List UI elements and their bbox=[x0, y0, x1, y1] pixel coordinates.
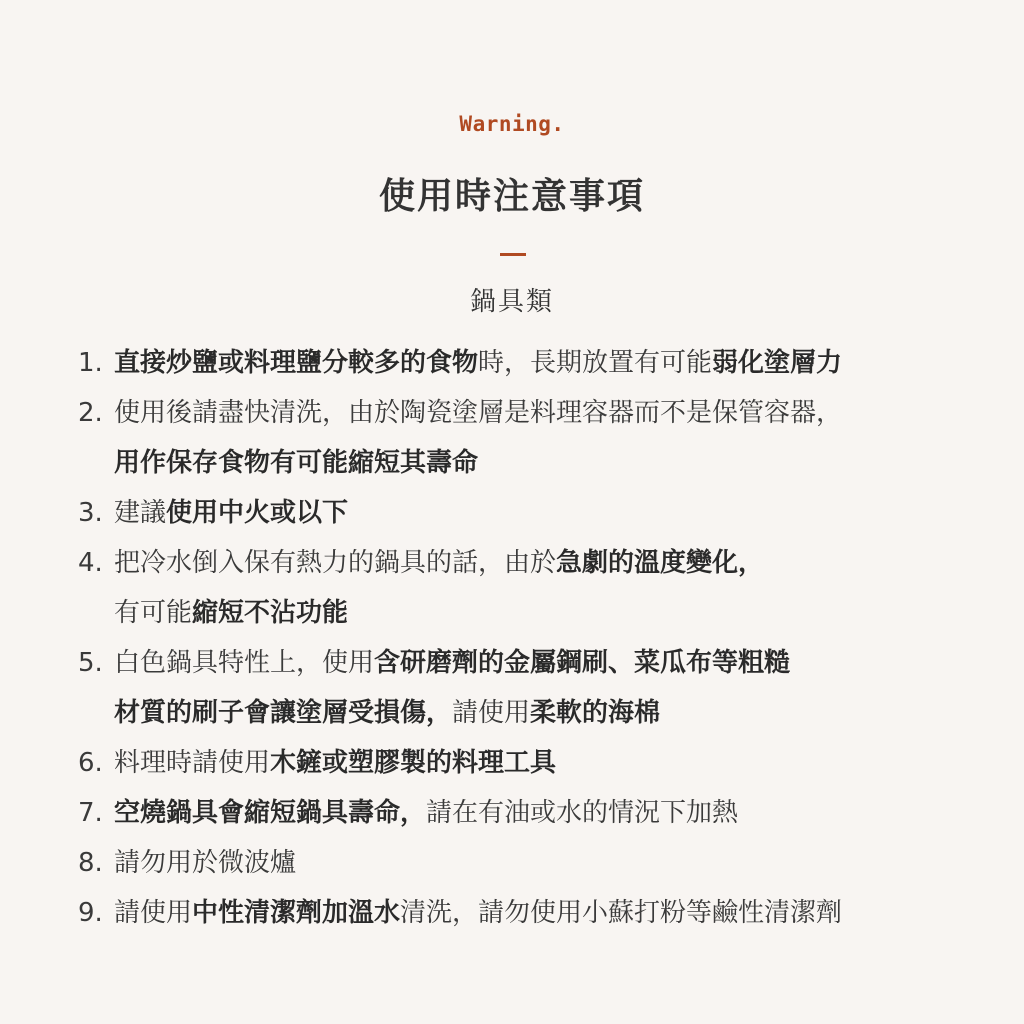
bold-text: 柔軟的海棉 bbox=[530, 698, 661, 728]
regular-text: 有可能 bbox=[114, 598, 193, 628]
regular-text: 請勿用於微波爐 bbox=[114, 848, 297, 878]
notice-line bbox=[78, 538, 958, 588]
notice-item bbox=[78, 738, 958, 788]
regular-text: 時，長期放置有可能 bbox=[478, 348, 713, 378]
bold-text: 急劇的溫度變化， bbox=[556, 548, 765, 578]
regular-text: 請使用 bbox=[114, 898, 193, 928]
section-subtitle: 鍋具類 bbox=[469, 287, 554, 317]
notice-list bbox=[78, 338, 958, 938]
bold-text: 縮短不沾功能 bbox=[192, 598, 349, 628]
notice-line bbox=[78, 338, 958, 388]
notice-item bbox=[78, 788, 958, 838]
notice-line bbox=[78, 788, 958, 838]
regular-text: 把冷水倒入保有熱力的鍋具的話，由於 bbox=[114, 548, 557, 578]
notice-item bbox=[78, 638, 958, 738]
item-number: 7. bbox=[78, 798, 103, 828]
regular-text: 使用後請盡快清洗，由於陶瓷塗層是料理容器而不是保管容器， bbox=[114, 398, 843, 428]
bold-text: 材質的刷子會讓塗層受損傷， bbox=[114, 698, 453, 728]
item-number: 2. bbox=[78, 398, 103, 428]
regular-text: 建議 bbox=[114, 498, 167, 528]
item-number: 3. bbox=[78, 498, 103, 528]
bold-text: 用作保存食物有可能縮短其壽命 bbox=[114, 448, 479, 478]
item-number: 8. bbox=[78, 848, 103, 878]
notice-line bbox=[78, 738, 958, 788]
notice-item bbox=[78, 838, 958, 888]
notice-line-continued bbox=[78, 438, 958, 488]
regular-text: 料理時請使用 bbox=[114, 748, 271, 778]
notice-line-continued bbox=[78, 688, 958, 738]
item-number: 1. bbox=[78, 348, 103, 378]
regular-text: 請在有油或水的情況下加熱 bbox=[426, 798, 739, 828]
notice-item bbox=[78, 488, 958, 538]
notice-line bbox=[78, 838, 958, 888]
bold-text: 含研磨劑的金屬鋼刷、菜瓜布等粗糙 bbox=[374, 648, 791, 678]
notice-line-continued bbox=[78, 588, 958, 638]
notice-line bbox=[78, 488, 958, 538]
notice-item bbox=[78, 888, 958, 938]
notice-item bbox=[78, 388, 958, 488]
bold-text: 空燒鍋具會縮短鍋具壽命， bbox=[114, 798, 427, 828]
bold-text: 使用中火或以下 bbox=[166, 498, 349, 528]
item-number: 5. bbox=[78, 648, 103, 678]
bold-text: 木鏟或塑膠製的料理工具 bbox=[270, 748, 557, 778]
item-number: 4. bbox=[78, 548, 103, 578]
item-number: 6. bbox=[78, 748, 103, 778]
bold-text: 直接炒鹽或料理鹽分較多的食物 bbox=[114, 348, 479, 378]
item-number: 9. bbox=[78, 898, 103, 928]
warning-label: Warning. bbox=[459, 112, 565, 136]
notice-item bbox=[78, 338, 958, 388]
notice-line bbox=[78, 888, 958, 938]
page-title: 使用時注意事項 bbox=[378, 176, 645, 217]
title-divider bbox=[500, 253, 526, 256]
regular-text: 清洗，請勿使用小蘇打粉等鹼性清潔劑 bbox=[400, 898, 843, 928]
notice-line bbox=[78, 638, 958, 688]
bold-text: 弱化塗層力 bbox=[712, 348, 843, 378]
regular-text: 白色鍋具特性上，使用 bbox=[114, 648, 375, 678]
bold-text: 中性清潔劑加溫水 bbox=[192, 898, 401, 928]
regular-text: 請使用 bbox=[452, 698, 531, 728]
notice-item bbox=[78, 538, 958, 638]
notice-line bbox=[78, 388, 958, 438]
